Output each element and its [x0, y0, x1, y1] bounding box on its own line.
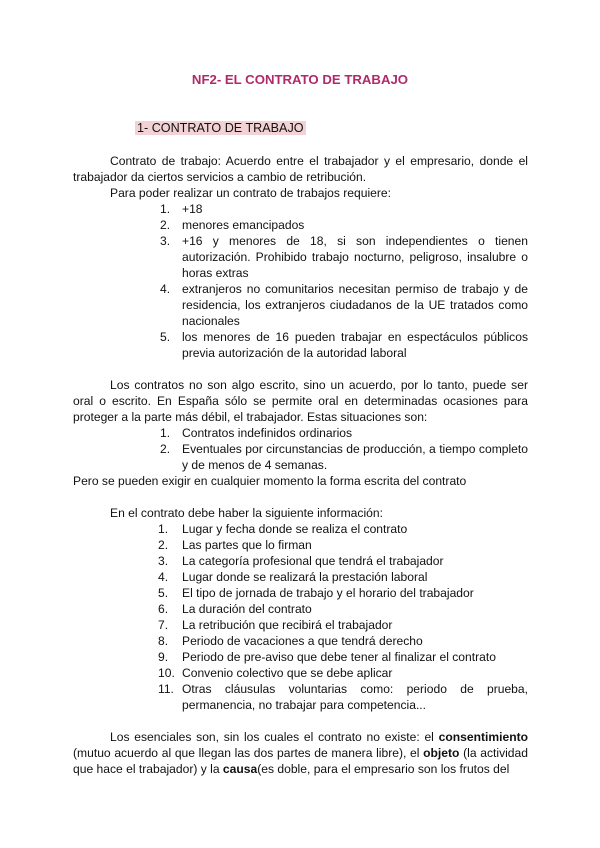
list-item-number: 1.: [160, 202, 171, 216]
term-consentimiento: consentimiento: [438, 730, 528, 744]
term-causa: causa: [222, 762, 258, 776]
paragraph-definition: Contrato de trabajo: Acuerdo entre el trabajador y el empresario, donde el trabajador da ciertos servicios a cambio de retribución.: [73, 154, 528, 184]
list-item-text: Eventuales por circunstancias de producción, a tiempo completo y de menos de 4 semanas.: [182, 442, 528, 472]
list-item-number: 7.: [158, 618, 169, 632]
list-item-number: 2.: [160, 218, 171, 232]
list-item-number: 2.: [160, 442, 171, 456]
list-item-number: 1.: [158, 522, 169, 536]
list-item-number: 3.: [160, 234, 171, 248]
list-item-number: 6.: [158, 602, 169, 616]
requirements-list: [160, 201, 528, 361]
list-item-number: 8.: [158, 634, 169, 648]
list-item-text: Periodo de vacaciones a que tendrá derecho: [182, 634, 423, 648]
paragraph-oral-written: Los contratos no son algo escrito, sino un acuerdo, por lo tanto, puede ser oral o escrito. En España sólo se permite oral en determinadas ocasiones para proteger a la parte más débil, el trabajador. Estas situaciones son:: [73, 378, 528, 424]
list-item: [160, 633, 528, 649]
list-item: [160, 329, 528, 361]
section-heading: 1- CONTRATO DE TRABAJO: [137, 121, 304, 135]
list-item-text: menores emancipados: [182, 218, 305, 232]
list-item: [160, 521, 528, 537]
list-item: [160, 233, 528, 281]
oral-contracts-list: [160, 425, 528, 473]
list-item: [160, 585, 528, 601]
list-item: [160, 425, 528, 441]
paragraph-requirements-intro: Para poder realizar un contrato de trabajos requiere:: [110, 186, 392, 200]
list-item-text: Contratos indefinidos ordinarios: [182, 426, 353, 440]
list-item: [160, 681, 528, 713]
list-item-text: Periodo de pre-aviso que debe tener al finalizar el contrato: [182, 650, 496, 664]
list-item-text: El tipo de jornada de trabajo y el horario del trabajador: [182, 586, 474, 600]
list-item-number: 11.: [158, 682, 174, 696]
list-item-number: 5.: [158, 586, 169, 600]
list-item-text: los menores de 16 pueden trabajar en espectáculos públicos previa autorización de la autoridad laboral: [182, 330, 528, 360]
term-objeto: objeto: [423, 746, 460, 760]
list-item: [160, 553, 528, 569]
list-item-text: Lugar donde se realizará la prestación laboral: [182, 570, 428, 584]
contract-info-list: [160, 521, 528, 713]
document-title: NF2- EL CONTRATO DE TRABAJO: [191, 72, 409, 87]
list-item-number: 4.: [160, 282, 171, 296]
list-item-text: Otras cláusulas voluntarias como: periodo de prueba, permanencia, no trabajar para competencia...: [182, 682, 528, 712]
list-item-text: La retribución que recibirá el trabajador: [182, 618, 393, 632]
list-item-text: +16 y menores de 18, si son independientes o tienen autorización. Prohibido trabajo nocturno, peligroso, insalubre o horas extras: [182, 234, 528, 280]
list-item: [160, 665, 528, 681]
list-item-number: 2.: [158, 538, 169, 552]
list-item: [160, 649, 528, 665]
paragraph-info-intro: En el contrato debe haber la siguiente información:: [110, 506, 383, 520]
list-item: [160, 569, 528, 585]
paragraph-essentials: Los esenciales son, sin los cuales el contrato no existe: el consentimiento (mutuo acuerdo al que llegan las dos partes de manera libre), el objeto (la actividad que hace el trabajador) y la causa(es doble, para el empresario son los frutos del: [73, 730, 528, 776]
list-item-text: La categoría profesional que tendrá el trabajador: [182, 554, 444, 568]
list-item-text: Convenio colectivo que se debe aplicar: [182, 666, 393, 680]
list-item-text: Lugar y fecha donde se realiza el contrato: [182, 522, 408, 536]
list-item-number: 9.: [158, 650, 169, 664]
list-item: [160, 201, 528, 217]
list-item-text: La duración del contrato: [182, 602, 312, 616]
list-item-number: 1.: [160, 426, 171, 440]
list-item: [160, 281, 528, 329]
list-item-number: 5.: [160, 330, 171, 344]
list-item: [160, 217, 528, 233]
list-item: [160, 537, 528, 553]
list-item-number: 4.: [158, 570, 169, 584]
list-item-text: Las partes que lo firman: [182, 538, 312, 552]
list-item-number: 10.: [158, 666, 175, 680]
list-item-text: +18: [182, 202, 203, 216]
list-item: [160, 441, 528, 473]
list-item: [160, 617, 528, 633]
list-item-number: 3.: [158, 554, 169, 568]
list-item: [160, 601, 528, 617]
paragraph-written-form: Pero se pueden exigir en cualquier momento la forma escrita del contrato: [73, 474, 467, 488]
list-item-text: extranjeros no comunitarios necesitan permiso de trabajo y de residencia, los extranjeros ciudadanos de la UE tratados como nacionales: [182, 282, 528, 328]
